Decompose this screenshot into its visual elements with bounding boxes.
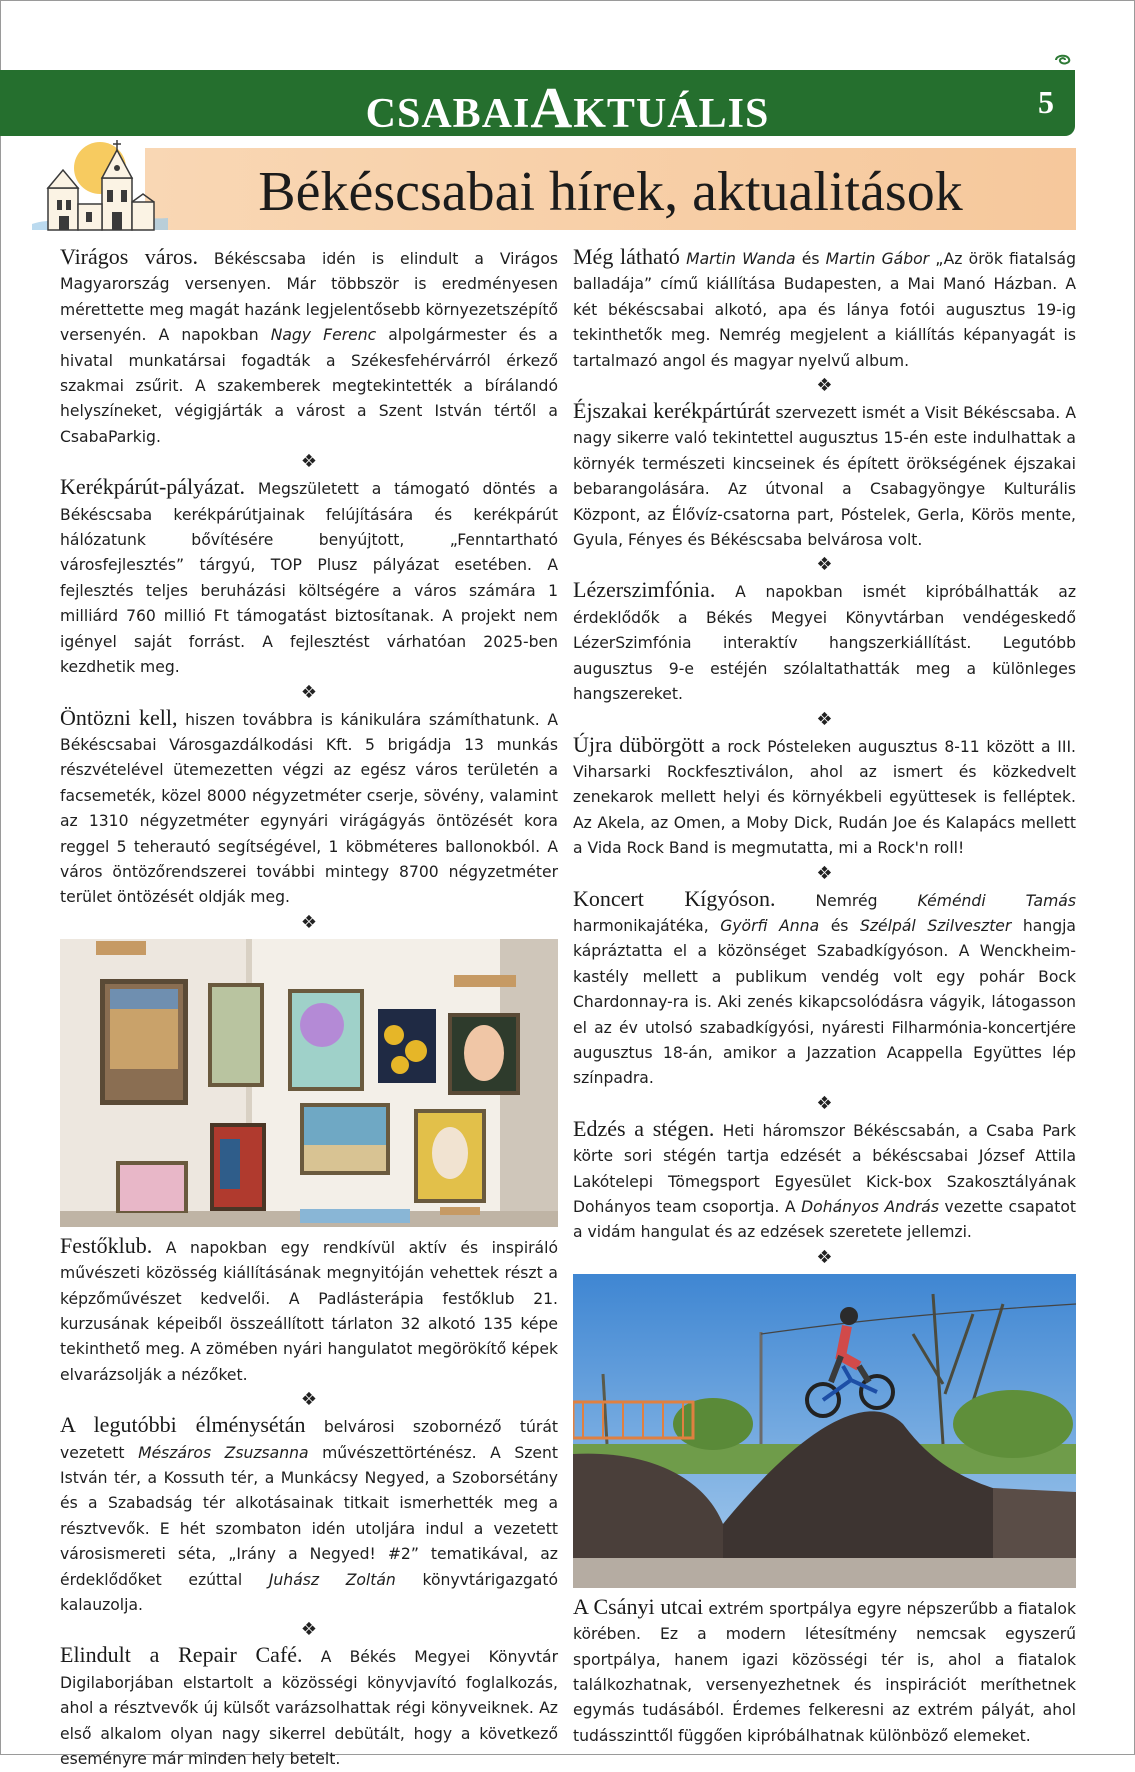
article-lezerszimfonia: Lézerszimfónia. A napokban ismét kipróbálhatták az érdeklődők a Békés Megyei Könyvtárban vendégeskedő LézerSzimfónia interaktív hangszerkiállítást. Legutóbb augusztus 9-e estéjén szólaltathatták meg a különleges hangszereket. bbox=[573, 577, 1076, 704]
art-exhibition-photo bbox=[60, 939, 558, 1227]
separator-ornament: ❖ bbox=[816, 862, 833, 884]
article-heading: Koncert Kígyóson. bbox=[573, 885, 776, 911]
article-rockfesztival: Újra dübörgött a rock Pósteleken augusztus 8-11 között a III. Viharsarki Rockfesztiválon, ahol az ismert és közkedvelt zenekarok mellett helyi és környékbeli együttesek is felléptek. Az Akela, az Omen, a Moby Dick, Rudán Joe és Kalapács mellett a Vida Rock Band is megmutatta, mi a Rock'n roll! bbox=[573, 731, 1077, 858]
separator-ornament: ❖ bbox=[300, 1619, 318, 1641]
article-edzes-a-stegen: Edzés a stégen. Heti háromszor Békéscsabán, a Csaba Park körte sori stégén tartja edzését a békéscsabai József Attila Lakótelepi Tömegsport Egyesület Kick-box Szakosztályának Dohányos team csoportja. A Dohányos András vezette csapatot a vidám hangulat és az edzések szeretete jellemzi. bbox=[573, 1115, 1076, 1242]
article-heading: Újra dübörgött bbox=[573, 731, 705, 757]
article-heading: Még látható bbox=[573, 244, 680, 269]
separator-ornament: ❖ bbox=[300, 911, 318, 933]
article-heading: A Csányi utcai bbox=[573, 1593, 704, 1619]
separator-ornament: ❖ bbox=[816, 1092, 833, 1114]
right-column bbox=[573, 244, 1076, 1749]
article-heading: A legutóbbi élménysétán bbox=[60, 1412, 306, 1438]
article-ontozni-kell: Öntözni kell, hiszen továbbra is kánikulára számíthatunk. A Békéscsabai Városgazdálkodási Kft. 5 brigádja 13 munkás részvételével ütemezetten végzi az egész város területén a facsemeték, közel 8000 négyzetméter cserje, sövény, valamint az 1310 négyzetméter egynyári virágágyás öntözését kora reggel 5 teherautó segítségével, 1 köbméteres ballonokból. A város öntözőrendszerei további mintegy 8700 négyzetméter terület öntözését oldják meg. bbox=[60, 704, 558, 907]
article-repair-cafe: Elindult a Repair Café. A Békés Megyei Könyvtár Digilaborjában elstartolt a közösségi könyvjavító foglalkozás, ahol a résztvevők új külsőt varázsolhattak régi könyveiknek. Az első alkalom olyan nagy sikerrel debütált, hogy a következő eseményre már minden hely betelt. bbox=[60, 1642, 558, 1769]
separator-ornament: ❖ bbox=[300, 1389, 318, 1411]
article-csanyi-utca: A Csányi utcai extrém sportpálya egyre népszerűbb a fiatalok körében. Ez a modern létesítmény nemcsak egyszerű sportpálya, hanem igazi közösségi tér is, ahol a fiatalok találkozhatnak, versenyezhetnek és inspirációt meríthetnek egymás tudásából. Érdemes felkeresni az extrém pályát, ahol tudásszinttől függően kipróbálhatnak különböző elemeket. bbox=[573, 1593, 1076, 1745]
article-heading: Éjszakai kerékpártúrát bbox=[573, 398, 771, 424]
left-column bbox=[60, 244, 558, 1772]
article-heading: Kerékpárút-pályázat. bbox=[60, 474, 246, 500]
article-heading: Edzés a stégen. bbox=[573, 1115, 715, 1141]
article-festoklub: Festőklub. A napokban egy rendkívül aktív és inspiráló művészeti közösség kiállításának megnyitóján vehettek részt a képzőművészet kedvelői. A Padlásterápia festőklub 21. kurzusának képeiből összeállított tárlaton 32 alkotó 135 képe tekinthető meg. A zömében nyári hangulatot megörökítő képek elvarázsolják a nézőket. bbox=[60, 1232, 558, 1384]
separator-ornament: ❖ bbox=[300, 451, 318, 473]
article-kerekparut: Kerékpárút-pályázat. Megszületett a támogató döntés a Békéscsaba kerékpárútjainak felújítására és kerékpárút hálózatunk bővítésére benyújtott, „Fenntartható városfejlesztés” tárgyú, TOP Plusz pályázat esetében. A fejlesztés teljes beruházási költségére a város számára 1 milliárd 760 millió Ft támogatást biztosítanak. A projekt nem igényel saját forrást. A fejlesztést várhatóan 2025-ben kezdhetik meg. bbox=[60, 474, 558, 677]
separator-ornament: ❖ bbox=[816, 375, 833, 397]
article-heading: Elindult a Repair Café. bbox=[60, 1642, 303, 1668]
separator-ornament: ❖ bbox=[816, 708, 833, 730]
separator-ornament: ❖ bbox=[816, 554, 833, 576]
masthead-title: CSABAIAKTUÁLIS bbox=[365, 75, 770, 140]
section-title: Békéscsabai hírek, aktualitások bbox=[258, 161, 963, 223]
article-elmenyseta: A legutóbbi élménysétán belvárosi szobornéző túrát vezetett Mészáros Zsuzsanna művészettörténész. A Szent István tér, a Kossuth tér, a Munkácsy Negyed, a Szoborsétány és a Szabadság tér alkotásainak titkait ismerhették meg a résztvevők. E hét szombaton idén utoljára indul a vezetett városismereti séta, „Irány a Negyed! #2” tematikával, az érdeklődőket ezúttal Juhász Zoltán könyvtárigazgató kalauzolja. bbox=[60, 1412, 558, 1615]
swirl-icon bbox=[1053, 52, 1073, 68]
article-koncert-kigyoson: Koncert Kígyóson. Nemrég Kéméndi Tamás harmonikajátéka, Györfi Anna és Szélpál Szilveszter hangja kápráztatta el a közönséget Szabadkígyóson. A Wenckheim-kastély mellett a publikum vendég volt egy pohár Bock Chardonnay-ra is. Aki zenés kikapcsolódásra vágyik, látogasson el az év utolsó szabadkígyósi, nyáresti Filharmónia-koncertjére augusztus 18-án, amikor a Jazzation Acappella Együttes lép színpadra. bbox=[573, 885, 1076, 1088]
separator-ornament: ❖ bbox=[300, 681, 318, 703]
article-heading: Virágos város. bbox=[60, 244, 198, 269]
separator-ornament: ❖ bbox=[816, 1246, 833, 1268]
article-ejszakai-kerekpartura: Éjszakai kerékpártúrát szervezett ismét a Visit Békéscsaba. A nagy sikerre való tekintettel augusztus 15-én este indulhattak a környék természeti kincseinek és épített örökségének éjszakai bebarangolására. Az útvonal a Csabagyöngye Kulturális Központ, az Élővíz-csatorna part, Póstelek, Gerla, Körös mente, Gyula, Fényes és Békéscsaba belvárosa volt. bbox=[573, 398, 1076, 550]
article-viragos-varos: Virágos város. Békéscsaba idén is elindult a Virágos Magyarország versenyen. Már többször is eredményesen mérettette meg magát hazánk legjelentősebb környezetszépítő versenyén. A napokban Nagy Ferenc alpolgármester és a hivatal munkatársai fogadták a Székesfehérvárról érkező szakmai zsűrit. A szakemberek megtekintették a bírálandó helyszíneket, végigjárták a várost a Szent István tértől a CsabaParkig. bbox=[60, 244, 559, 446]
article-heading: Festőklub. bbox=[60, 1232, 153, 1258]
article-heading: Öntözni kell, bbox=[60, 704, 178, 730]
article-meg-lathato: Még látható Martin Wanda és Martin Gábor „Az örök fiatalság balladája” című kiállítása Budapesten, a Mai Manó Házban. A két békéscsabai alkotó, apa és lánya fotói augusztus 19-ig tekinthetők meg. Nemrég megjelent a kiállítás képanyagát is tartalmazó angol és magyar nyelvű album. bbox=[573, 244, 1077, 370]
article-heading: Lézerszimfónia. bbox=[573, 577, 716, 603]
bmx-skatepark-photo bbox=[573, 1274, 1076, 1588]
page-number: 5 bbox=[1038, 84, 1054, 120]
